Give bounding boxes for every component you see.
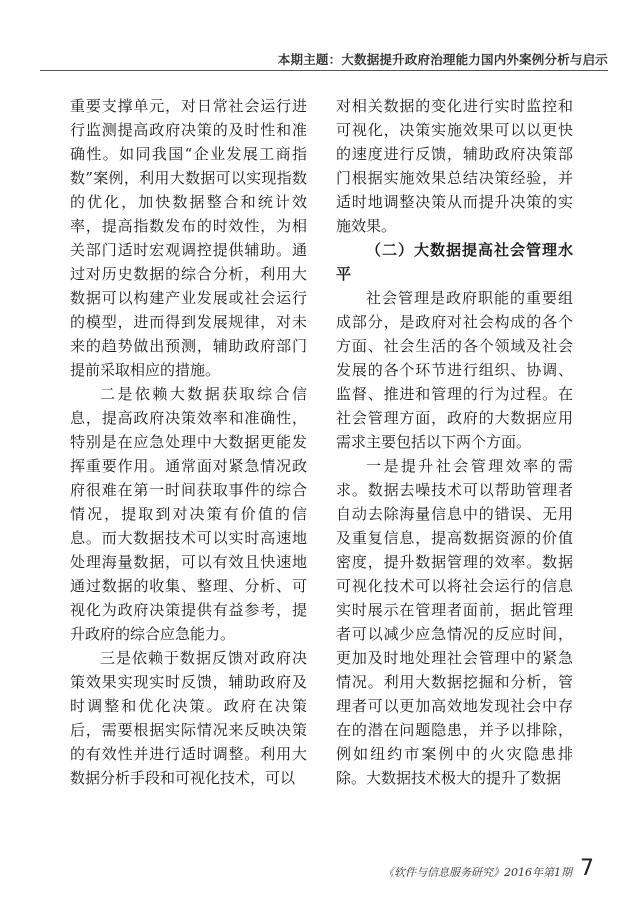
paragraph: 一是提升社会管理效率的需求。数据去噪技术可以帮助管理者自动去除海量信息中的错误、无用及重复信息，提高数据资源的价值密度，提升数据管理的效率。数据可视化技术可以将社会运行的信息实时展示在管理者面前，据此管理者可以减少应急情况的反应时间，更加及时地处理社会管理中的紧急情况。利用大数据挖掘和分析，管理者可以更加高效地发现社会中存在的潜在问题隐患，并予以排除，例如纽约市案例中的火灾隐患排除。大数据技术极大的提升了数据 [336,457,573,787]
section-heading: （二）大数据提高社会管理水平 [336,241,573,283]
right-column [336,94,573,790]
header-title: 本期主题：大数据提升政府治理能力国内外案例分析与启示 [277,52,608,67]
left-column [70,94,307,790]
page-number: 7 [580,856,594,881]
page-footer [340,858,600,888]
paragraph: 三是依赖于数据反馈对政府决策效果实现实时反馈，辅助政府及时调整和优化决策。政府在决策后，需要根据实际情况来反映决策的有效性并进行适时调整。利用大数据分析手段和可视化技术，可以 [70,649,307,787]
paragraph: 社会管理是政府职能的重要组成部分，是政府对社会构成的各个方面、社会生活的各个领域及社会发展的各个环节进行组织、协调、监督、推进和管理的行为过程。在社会管理方面，政府的大数据应用需求主要包括以下两个方面。 [336,289,573,451]
paragraph: 对相关数据的变化进行实时监控和可视化，决策实施效果可以以更快的速度进行反馈，辅助政府决策部门根据实施效果总结决策经验，并适时地调整决策从而提升决策的实施效果。 [336,97,573,235]
header-divider [40,70,608,71]
journal-name: 《软件与信息服务研究》2016年第1期 [383,866,572,879]
paragraph: 二是依赖大数据获取综合信息，提高政府决策效率和准确性，特别是在应急处理中大数据更能发挥重要作用。通常面对紧急情况政府很难在第一时间获取事件的综合情况，提取到对决策有价值的信息。而大数据技术可以实时高速地处理海量数据，可以有效且快速地通过数据的收集、整理、分析、可视化为政府决策提供有益参考，提升政府的综合应急能力。 [70,385,307,643]
page-header [40,0,608,70]
paragraph: 重要支撑单元，对日常社会运行进行监测提高政府决策的及时性和准确性。如同我国“企业发展工商指数”案例，利用大数据可以实现指数的优化，加快数据整合和统计效率，提高指数发布的时效性，为相关部门适时宏观调控提供辅助。通过对历史数据的综合分析，利用大数据可以构建产业发展或社会运行的模型，进而得到发展规律，对未来的趋势做出预测，辅助政府部门提前采取相应的措施。 [70,97,307,379]
